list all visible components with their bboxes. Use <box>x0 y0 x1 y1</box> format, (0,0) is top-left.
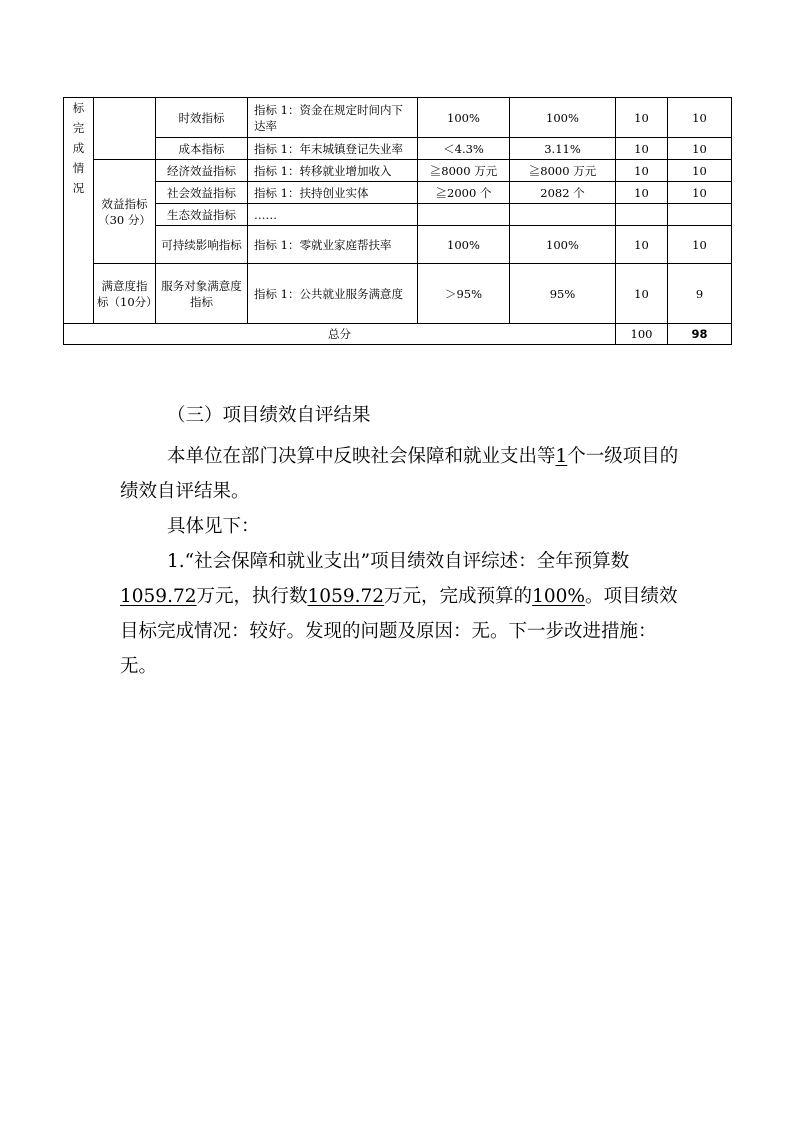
target-value: 100% <box>418 226 510 264</box>
target-value: ≧2000 个 <box>418 182 510 204</box>
score-value: 10 <box>668 138 732 160</box>
total-label: 总分 <box>64 324 616 345</box>
p3-text-4: 。项目绩效目标完成情况：较好。发现的问题及原因：无。下一步改进措施：无。 <box>120 586 678 677</box>
indicator-cell: 指标 1：资金在规定时间内下达率 <box>248 98 418 138</box>
score-value: 10 <box>668 160 732 182</box>
total-weight: 100 <box>616 324 668 345</box>
completion-percent: 100% <box>532 586 585 607</box>
target-value: ≧8000 万元 <box>418 160 510 182</box>
sub-indicator: 社会效益指标 <box>156 182 248 204</box>
target-value: ＜4.3% <box>418 138 510 160</box>
p1-text: 本单位在部门决算中反映社会保障和就业支出等 <box>167 446 556 467</box>
target-value <box>418 204 510 226</box>
target-value: 100% <box>418 98 510 138</box>
target-value: ＞95% <box>418 264 510 324</box>
indicator-cell: 指标 1：扶持创业实体 <box>248 182 418 204</box>
actual-value: 3.11% <box>510 138 616 160</box>
score-value: 9 <box>668 264 732 324</box>
weight-value: 10 <box>616 182 668 204</box>
actual-value: 100% <box>510 226 616 264</box>
indicator-cell: 指标 1：零就业家庭帮扶率 <box>248 226 418 264</box>
actual-value <box>510 204 616 226</box>
indicator-cell: 指标 1：公共就业服务满意度 <box>248 264 418 324</box>
actual-value: 100% <box>510 98 616 138</box>
score-value <box>668 204 732 226</box>
weight-value <box>616 204 668 226</box>
sub-indicator: 服务对象满意度指标 <box>156 264 248 324</box>
weight-value: 10 <box>616 226 668 264</box>
score-value: 10 <box>668 226 732 264</box>
actual-value: ≧8000 万元 <box>510 160 616 182</box>
benefit-group-cell: 效益指标（30 分） <box>94 160 156 264</box>
project-count: 1 <box>555 446 568 467</box>
sub-indicator: 成本指标 <box>156 138 248 160</box>
paragraph-1 <box>120 439 680 509</box>
table-row <box>64 160 732 182</box>
indicator-cell: 指标 1：年末城镇登记失业率 <box>248 138 418 160</box>
total-row <box>64 324 732 345</box>
category-cell: 标完成情况 <box>64 98 94 324</box>
table-row <box>64 226 732 264</box>
weight-value: 10 <box>616 98 668 138</box>
performance-table <box>63 97 732 345</box>
table-row <box>64 138 732 160</box>
score-value: 10 <box>668 182 732 204</box>
weight-value: 10 <box>616 264 668 324</box>
weight-value: 10 <box>616 138 668 160</box>
indicator-cell: 指标 1：转移就业增加收入 <box>248 160 418 182</box>
group-cell-output <box>94 98 156 160</box>
actual-value: 2082 个 <box>510 182 616 204</box>
p3-text-2: 万元，执行数 <box>196 586 308 607</box>
table-row <box>64 182 732 204</box>
table-row <box>64 204 732 226</box>
sub-indicator: 经济效益指标 <box>156 160 248 182</box>
p3-text: 1.“社会保障和就业支出”项目绩效自评综述：全年预算数 <box>167 551 630 572</box>
sub-indicator: 生态效益指标 <box>156 204 248 226</box>
table-row <box>64 264 732 324</box>
actual-value: 95% <box>510 264 616 324</box>
paragraph-2: 具体见下： <box>167 516 260 537</box>
score-value: 10 <box>668 98 732 138</box>
table-row <box>64 98 732 138</box>
section-body <box>120 398 680 684</box>
sub-indicator: 可持续影响指标 <box>156 226 248 264</box>
executed-amount: 1059.72 <box>307 586 385 607</box>
p3-text-3: 万元，完成预算的 <box>384 586 533 607</box>
satisfaction-group-cell: 满意度指标（10分） <box>94 264 156 324</box>
indicator-cell: …… <box>248 204 418 226</box>
sub-indicator: 时效指标 <box>156 98 248 138</box>
section-heading: （三）项目绩效自评结果 <box>167 405 371 426</box>
total-score: 98 <box>668 324 732 345</box>
budget-amount: 1059.72 <box>120 586 197 607</box>
paragraph-3 <box>120 544 680 684</box>
p1-text-end: 个一级项目的绩效自评结果。 <box>120 446 679 502</box>
weight-value: 10 <box>616 160 668 182</box>
